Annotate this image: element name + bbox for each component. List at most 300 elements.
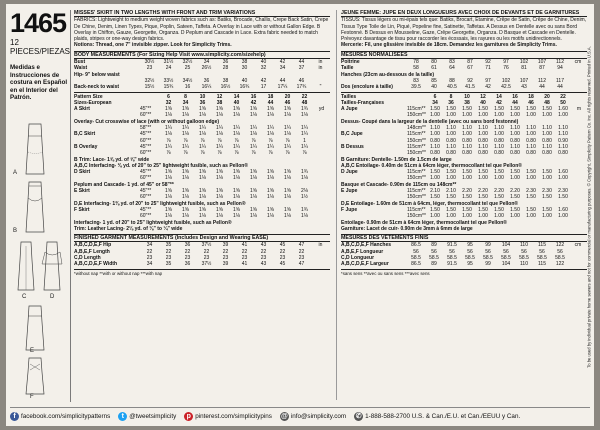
table-cell: 1¼ bbox=[250, 143, 257, 150]
table-cell: 39.5 bbox=[411, 84, 421, 91]
twitter-icon: t bbox=[118, 412, 127, 421]
table-cell: 24 bbox=[165, 65, 172, 72]
table-cell: 1⅝ bbox=[182, 206, 189, 213]
table-cell: 1.50 bbox=[446, 169, 456, 176]
table-cell: 1.00 bbox=[510, 131, 520, 138]
table-cell: 34 bbox=[279, 65, 286, 72]
table-cell: 110 bbox=[520, 261, 528, 268]
table-cell: 1¼ bbox=[284, 143, 291, 150]
table-cell: 1⅛ bbox=[284, 175, 291, 182]
view-e-label: E bbox=[30, 348, 35, 354]
view-e-sketch bbox=[20, 304, 50, 354]
footer-text: info@simplicity.com bbox=[290, 412, 347, 420]
table-row bbox=[74, 261, 330, 267]
row-label: D Jupe bbox=[341, 169, 358, 176]
row-label: A Jupe bbox=[341, 106, 358, 113]
table-cell: 36 bbox=[222, 59, 229, 66]
row-label: Back-neck to waist bbox=[74, 84, 120, 91]
table-cell: 1½ bbox=[301, 194, 308, 201]
row-label: Tailles bbox=[341, 93, 357, 100]
width-cell: 45"** bbox=[140, 206, 152, 213]
table-cell: 36 bbox=[184, 261, 191, 268]
size-cell: 12 bbox=[480, 93, 486, 100]
table-row bbox=[74, 226, 330, 232]
table-cell: 1⅝ bbox=[216, 169, 223, 176]
width-cell: 150cm** bbox=[407, 194, 426, 201]
table-cell: 58.5 bbox=[537, 254, 547, 261]
table-cell: 1⅝ bbox=[250, 206, 257, 213]
english-fabrics: FABRICS: Lightweight to medium weight woven fabrics such as: Batiks, Brocade, Challis, Crepe Back Satin, Crepe De Chine, Denim, Linen Types, Pique, Poplin, Sateen, Taffeta. A Overlay in Lace with or without Gallon Edge. B Overlay in Chiffon, Gauze, Georgette, Organza. D Peplum and Cascade in Lace. Extra fabric needed to match plaids, stripes or one-way design fabrics. bbox=[74, 17, 329, 43]
table-cell: 47 bbox=[298, 261, 305, 268]
width-cell: 60"** bbox=[140, 213, 152, 220]
table-cell: 1⅝ bbox=[165, 106, 172, 113]
table-cell: 58.5 bbox=[465, 254, 475, 261]
english-column bbox=[74, 10, 330, 400]
table-cell: 42 bbox=[485, 84, 491, 91]
table-cell: 2.30 bbox=[542, 188, 552, 195]
table-cell: 1⅝ bbox=[284, 106, 291, 113]
row-label: Garniture: Lacet de cuir- 0.90m de 3mm à 6mm de large bbox=[341, 225, 473, 232]
table-cell: 1⅝ bbox=[216, 206, 223, 213]
table-cell: 1.50 bbox=[494, 194, 504, 201]
copyright-sidebar bbox=[584, 12, 594, 402]
twitter-link[interactable] bbox=[118, 412, 176, 421]
table-cell: 78 bbox=[413, 59, 419, 66]
table-cell: 1.50 bbox=[558, 194, 568, 201]
table-cell: 1.00 bbox=[526, 131, 536, 138]
table-cell: 1.10 bbox=[558, 143, 568, 150]
table-cell: 1.00 bbox=[510, 175, 520, 182]
width-cell: 115cm** bbox=[407, 206, 426, 213]
table-cell: 44 bbox=[298, 59, 305, 66]
table-cell: 1⅛ bbox=[284, 194, 291, 201]
table-cell: 15¾ bbox=[163, 84, 174, 91]
table-cell: 1⅛ bbox=[267, 175, 274, 182]
table-cell: 1.50 bbox=[478, 106, 488, 113]
table-cell: 104 bbox=[501, 242, 511, 249]
table-cell: 1¼ bbox=[284, 125, 291, 132]
table-cell: 1.50 bbox=[446, 206, 456, 213]
table-cell: 1.50 bbox=[446, 106, 456, 113]
table-cell: 1.50 bbox=[494, 169, 504, 176]
table-cell: 1.60 bbox=[558, 106, 568, 113]
width-cell: 45"** bbox=[140, 188, 152, 195]
row-label: Pattern Size bbox=[74, 93, 103, 100]
table-cell: 45 bbox=[279, 261, 286, 268]
table-cell: 1.50 bbox=[462, 194, 472, 201]
table-cell: 58.5 bbox=[519, 254, 529, 261]
table-cell: 99 bbox=[485, 261, 491, 268]
table-cell: 23 bbox=[279, 254, 286, 261]
table-cell: 1¼ bbox=[301, 143, 308, 150]
table-cell: 1⅛ bbox=[182, 112, 189, 119]
table-cell: 56 bbox=[485, 248, 491, 255]
table-cell: 99 bbox=[485, 242, 491, 249]
table-cell: 2.20 bbox=[462, 188, 472, 195]
table-cell: 16¼ bbox=[201, 84, 212, 91]
table-cell: 22 bbox=[279, 248, 286, 255]
pattern-size-table bbox=[74, 94, 330, 107]
mesures-header: MESURES NORMALISÉES bbox=[341, 51, 587, 59]
table-cell: 104 bbox=[501, 261, 511, 268]
table-cell: 1.00 bbox=[542, 175, 552, 182]
row-label: D Skirt bbox=[74, 169, 91, 176]
table-cell: 1⅝ bbox=[284, 206, 291, 213]
table-cell: 1⅝ bbox=[284, 188, 291, 195]
table-cell: 102 bbox=[519, 59, 529, 66]
table-cell: 1.00 bbox=[494, 112, 504, 119]
table-cell: 23 bbox=[184, 254, 191, 261]
table-cell: 23 bbox=[260, 254, 267, 261]
view-a-label: A bbox=[13, 170, 18, 176]
table-cell: 1.50 bbox=[430, 194, 440, 201]
table-cell: 28 bbox=[222, 65, 229, 72]
table-cell: 1⅛ bbox=[267, 213, 274, 220]
table-cell: 22 bbox=[203, 248, 210, 255]
table-cell: 37 bbox=[298, 65, 305, 72]
table-cell: 1.00 bbox=[430, 175, 440, 182]
table-cell: 0.80 bbox=[558, 150, 568, 157]
table-cell: 1⅛ bbox=[216, 194, 223, 201]
table-cell: 1⅛ bbox=[182, 175, 189, 182]
size-cell: 14 bbox=[496, 93, 502, 100]
pattern-envelope-back bbox=[6, 4, 594, 426]
table-cell: 1¼ bbox=[165, 143, 172, 150]
table-cell: 91.5 bbox=[447, 242, 457, 249]
table-cell: ⅞ bbox=[285, 137, 290, 144]
table-cell: 34 bbox=[146, 242, 153, 249]
unit-cell: m bbox=[576, 106, 582, 113]
table-cell: 1⅝ bbox=[165, 169, 172, 176]
table-cell: 1⅛ bbox=[233, 194, 240, 201]
table-cell: 1⅛ bbox=[301, 213, 308, 220]
english-title: MISSES' SKIRT IN TWO LENGTHS WITH FRONT AND TRIM VARIATIONS bbox=[74, 10, 330, 17]
row-label: Waist bbox=[74, 65, 88, 72]
view-d-sketch bbox=[40, 240, 70, 294]
table-cell: 1⅝ bbox=[165, 206, 172, 213]
table-cell: 1.50 bbox=[542, 194, 552, 201]
table-cell: 1.10 bbox=[558, 131, 568, 138]
footer-text: facebook.com/simplicitypatterns bbox=[21, 412, 111, 420]
table-cell: 23 bbox=[165, 254, 172, 261]
table-cell: 32½ bbox=[144, 77, 155, 84]
table-cell: 1.50 bbox=[510, 194, 520, 201]
facebook-link[interactable] bbox=[10, 412, 110, 421]
table-cell: 1⅛ bbox=[233, 112, 240, 119]
size-cell: 40 bbox=[233, 99, 240, 106]
table-cell: 56 bbox=[413, 248, 419, 255]
table-cell: 1.00 bbox=[558, 175, 568, 182]
table-row bbox=[74, 84, 330, 90]
table-cell: 1¼ bbox=[250, 125, 257, 132]
table-cell: 1⅛ bbox=[182, 131, 189, 138]
table-cell: 1⅝ bbox=[216, 188, 223, 195]
table-cell: 25 bbox=[184, 65, 191, 72]
french-footnote: *sans sens **avec ou sans sens ***avec sens bbox=[341, 270, 430, 276]
size-cell: 42 bbox=[496, 99, 502, 106]
row-label: B,C Jupe bbox=[341, 131, 363, 138]
table-cell: 1⅝ bbox=[267, 106, 274, 113]
table-cell: 1.10 bbox=[494, 143, 504, 150]
table-cell: 1⅛ bbox=[301, 112, 308, 119]
width-cell: 60"** bbox=[140, 194, 152, 201]
table-cell: ⅞ bbox=[200, 150, 205, 157]
table-cell: 17¾ bbox=[296, 84, 307, 91]
table-cell: 1⅛ bbox=[199, 213, 206, 220]
table-cell: 1.00 bbox=[494, 213, 504, 220]
table-cell: 22 bbox=[146, 248, 153, 255]
size-cell: 40 bbox=[480, 99, 486, 106]
table-cell: 38 bbox=[241, 59, 248, 66]
width-cell: 115cm** bbox=[407, 131, 426, 138]
width-cell: 45"** bbox=[140, 106, 152, 113]
table-cell: 1⅛ bbox=[165, 175, 172, 182]
table-cell: 1 bbox=[303, 137, 306, 144]
table-cell: 1⅛ bbox=[165, 131, 172, 138]
table-cell: 1⅝ bbox=[199, 106, 206, 113]
table-cell: 1.00 bbox=[462, 175, 472, 182]
table-cell: in bbox=[318, 65, 323, 72]
footer-text: pinterest.com/simplicitypins bbox=[195, 412, 272, 420]
table-row bbox=[341, 226, 587, 232]
table-cell: 1⅝ bbox=[216, 106, 223, 113]
table-cell: 42 bbox=[279, 59, 286, 66]
table-cell: 1.50 bbox=[494, 106, 504, 113]
table-cell: 2.10 bbox=[430, 188, 440, 195]
table-cell: 1⅛ bbox=[267, 194, 274, 201]
email-link[interactable] bbox=[280, 412, 346, 421]
table-cell: 87 bbox=[467, 59, 473, 66]
footer-text: @tweetsimplicity bbox=[129, 412, 177, 420]
vetement-table bbox=[341, 242, 587, 267]
table-cell: 1¾ bbox=[301, 206, 308, 213]
row-label: A,B,C Interfacing- ⅜ yd. of 20" to 25" lightweight fusible, such as Pellon® bbox=[74, 162, 249, 169]
table-cell: 0.80 bbox=[494, 150, 504, 157]
table-cell: 1.50 bbox=[462, 106, 472, 113]
width-cell: 60"** bbox=[140, 112, 152, 119]
view-d-label: D bbox=[50, 294, 55, 300]
size-cell: 12 bbox=[216, 93, 223, 100]
table-cell: 1.00 bbox=[478, 131, 488, 138]
size-cell: 10 bbox=[464, 93, 470, 100]
table-cell: 1.00 bbox=[478, 112, 488, 119]
table-cell: 1.00 bbox=[526, 112, 536, 119]
view-a-sketch bbox=[20, 122, 50, 178]
phone-link[interactable] bbox=[354, 412, 520, 421]
table-cell: 2.20 bbox=[478, 188, 488, 195]
size-cell: 36 bbox=[199, 99, 206, 106]
french-title: JEUNE FEMME: JUPE EN DEUX LONGUEURS AVEC CHOIX DE DEVANTS ET DE GARNITURES bbox=[341, 10, 587, 17]
table-cell: 1⅛ bbox=[233, 213, 240, 220]
table-cell: 58 bbox=[413, 65, 419, 72]
table-cell: 1⅛ bbox=[284, 213, 291, 220]
table-cell: 41 bbox=[241, 242, 248, 249]
table-cell: 1.00 bbox=[462, 213, 472, 220]
table-cell: 45 bbox=[279, 242, 286, 249]
table-cell: 0.80 bbox=[430, 150, 440, 157]
table-cell: ⅞ bbox=[251, 150, 256, 157]
size-cell: 16 bbox=[250, 93, 257, 100]
row-label: Taille bbox=[341, 65, 354, 72]
table-cell: 1⅛ bbox=[267, 131, 274, 138]
table-cell: ⅞ bbox=[251, 137, 256, 144]
table-cell: 1.00 bbox=[478, 175, 488, 182]
table-cell: 30½ bbox=[144, 59, 155, 66]
table-cell: 26½ bbox=[201, 65, 212, 72]
table-cell: 23 bbox=[298, 254, 305, 261]
table-cell: 1.10 bbox=[542, 125, 552, 132]
row-label: C,D Length bbox=[74, 254, 101, 261]
row-label: A,B,C,D,E,F Hip bbox=[74, 242, 112, 249]
table-cell: 1.50 bbox=[542, 206, 552, 213]
size-cell: 6 bbox=[167, 93, 170, 100]
table-cell: 30 bbox=[241, 65, 248, 72]
table-cell: 1⅛ bbox=[250, 213, 257, 220]
table-cell: 58.5 bbox=[429, 254, 439, 261]
english-notions: Notions: Thread, one 7" invisible zipper. Look for Simplicity Trims. bbox=[74, 42, 232, 49]
table-cell: 1.00 bbox=[542, 112, 552, 119]
table-cell: 102 bbox=[501, 77, 511, 84]
table-cell: 1⅛ bbox=[182, 213, 189, 220]
table-cell: 1⅝ bbox=[233, 188, 240, 195]
width-cell: 150cm** bbox=[407, 112, 426, 119]
view-f-sketch bbox=[20, 356, 50, 398]
size-cell: 6 bbox=[433, 93, 437, 100]
table-cell: 33½ bbox=[163, 77, 174, 84]
size-cell: 20 bbox=[544, 93, 550, 100]
email-icon: @ bbox=[280, 412, 288, 420]
table-cell: 44 bbox=[279, 77, 286, 84]
table-cell: 1¼ bbox=[182, 143, 189, 150]
table-cell: 81 bbox=[521, 65, 527, 72]
table-cell: 83 bbox=[413, 77, 419, 84]
table-cell: 0.80 bbox=[446, 150, 456, 157]
row-label: Entoilage- 0.90m de 51cm à 64cm léger, thermocollant tel que Pellon® bbox=[341, 219, 507, 226]
row-label: Peplum and Cascade- 1 yd. of 45" or 58"** bbox=[74, 181, 174, 188]
table-cell: 107 bbox=[519, 77, 529, 84]
finished-measurements-table bbox=[74, 242, 330, 267]
table-cell: 67 bbox=[467, 65, 473, 72]
table-cell: 1¾ bbox=[301, 169, 308, 176]
table-cell: 1.50 bbox=[526, 169, 536, 176]
table-cell: 1⅝ bbox=[233, 206, 240, 213]
table-cell: 88 bbox=[449, 77, 455, 84]
row-label: Basque et Cascade- 0.90m de 115cm ou 148cm** bbox=[341, 181, 457, 188]
table-cell: 32½ bbox=[182, 59, 193, 66]
table-cell: 1.50 bbox=[462, 206, 472, 213]
table-cell: 1⅛ bbox=[165, 194, 172, 201]
table-cell: 1⅝ bbox=[233, 169, 240, 176]
table-cell: 1⅝ bbox=[165, 188, 172, 195]
table-cell: 43 bbox=[521, 84, 527, 91]
table-cell: 1⅝ bbox=[267, 206, 274, 213]
facebook-icon: f bbox=[10, 412, 19, 421]
table-cell: 0.80 bbox=[462, 150, 472, 157]
table-cell: 23 bbox=[241, 254, 248, 261]
table-cell: 1.00 bbox=[446, 213, 456, 220]
table-cell: 1¼ bbox=[199, 143, 206, 150]
table-cell: 2.20 bbox=[494, 188, 504, 195]
phone-icon: ✆ bbox=[355, 412, 362, 420]
table-cell: 1⅛ bbox=[250, 194, 257, 201]
table-cell: 58.5 bbox=[411, 254, 421, 261]
row-label: B Overlay bbox=[74, 143, 98, 150]
view-c-label: C bbox=[22, 294, 27, 300]
table-cell: cm bbox=[574, 59, 582, 66]
size-cell: 48 bbox=[301, 99, 308, 106]
pinterest-link[interactable] bbox=[184, 412, 272, 421]
table-cell: 1¼ bbox=[267, 143, 274, 150]
table-cell: 2⅛ bbox=[301, 188, 308, 195]
french-mercerie: Mercerie: Fil, une glissière invisible de 18cm. Demandez les garnitures de Simplicity Trims. bbox=[341, 42, 557, 49]
table-cell: 1.50 bbox=[494, 206, 504, 213]
width-cell: 148cm** bbox=[407, 125, 426, 132]
table-cell: 1.10 bbox=[446, 125, 456, 132]
row-label: Sizes-European bbox=[74, 99, 112, 106]
table-cell: 56 bbox=[431, 248, 437, 255]
table-cell: 44 bbox=[557, 84, 563, 91]
width-cell: 45"** bbox=[140, 143, 152, 150]
pieces-label: 12 PIECES/PIEZAS bbox=[10, 38, 71, 56]
table-cell: 1.60 bbox=[558, 169, 568, 176]
size-cell: 18 bbox=[267, 93, 274, 100]
table-cell: 1¾ bbox=[301, 106, 308, 113]
table-cell: 1.10 bbox=[446, 143, 456, 150]
table-cell: 1.10 bbox=[430, 143, 440, 150]
table-cell: 83 bbox=[449, 59, 455, 66]
row-label: F Jupe bbox=[341, 206, 358, 213]
table-cell: ⅞ bbox=[234, 150, 239, 157]
table-cell: 87 bbox=[539, 65, 545, 72]
table-cell: 1.00 bbox=[446, 175, 456, 182]
table-cell: 56 bbox=[449, 248, 455, 255]
size-cell: 42 bbox=[250, 99, 257, 106]
tailles-table bbox=[341, 94, 587, 107]
row-label: Hip- 9" below waist bbox=[74, 71, 120, 78]
width-cell: 60"** bbox=[140, 137, 152, 144]
table-cell: 36 bbox=[203, 77, 210, 84]
table-cell: 17 bbox=[260, 84, 267, 91]
table-cell: 23 bbox=[203, 254, 210, 261]
table-cell bbox=[311, 261, 330, 267]
table-cell: ⅞ bbox=[234, 137, 239, 144]
spanish-notice: Medidas e Instrucciones de costura en Español en el Interior del Patrón. bbox=[10, 64, 68, 101]
table-cell: 1⅛ bbox=[182, 194, 189, 201]
vetement-header: MESURES DES VÊTEMENTS FINIS bbox=[341, 234, 587, 242]
size-cell: 46 bbox=[284, 99, 291, 106]
table-cell: 1.50 bbox=[430, 169, 440, 176]
table-cell: 1.10 bbox=[430, 125, 440, 132]
table-cell: 1.00 bbox=[558, 112, 568, 119]
table-cell: 112 bbox=[538, 77, 546, 84]
table-cell: ⅞ bbox=[285, 150, 290, 157]
row-label: B Trim: Lace- 1⅝ yd. of ⅝" wide bbox=[74, 156, 150, 163]
table-cell: ⅞ bbox=[302, 150, 307, 157]
row-label: A,B,E,F Length bbox=[74, 248, 110, 255]
table-cell: 61 bbox=[431, 65, 437, 72]
copyright-text: To be used by individual private home sewers and not for commercial or manufacturing purposes. © Copyright, Simplicity Pattern Co. Inc. All rights reserved. Printed in U.S.A. bbox=[586, 46, 592, 368]
table-cell: 23 bbox=[222, 254, 229, 261]
table-cell: 117 bbox=[556, 77, 564, 84]
table-cell: 1.10 bbox=[462, 125, 472, 132]
table-cell: 35 bbox=[165, 261, 172, 268]
table-cell: 34 bbox=[146, 261, 153, 268]
table-cell: 22 bbox=[241, 248, 248, 255]
table-cell: 0.80 bbox=[542, 137, 552, 144]
table-cell: ⅞ bbox=[268, 137, 273, 144]
row-label: E Skirt bbox=[74, 188, 90, 195]
row-label: B Dessus bbox=[341, 143, 364, 150]
